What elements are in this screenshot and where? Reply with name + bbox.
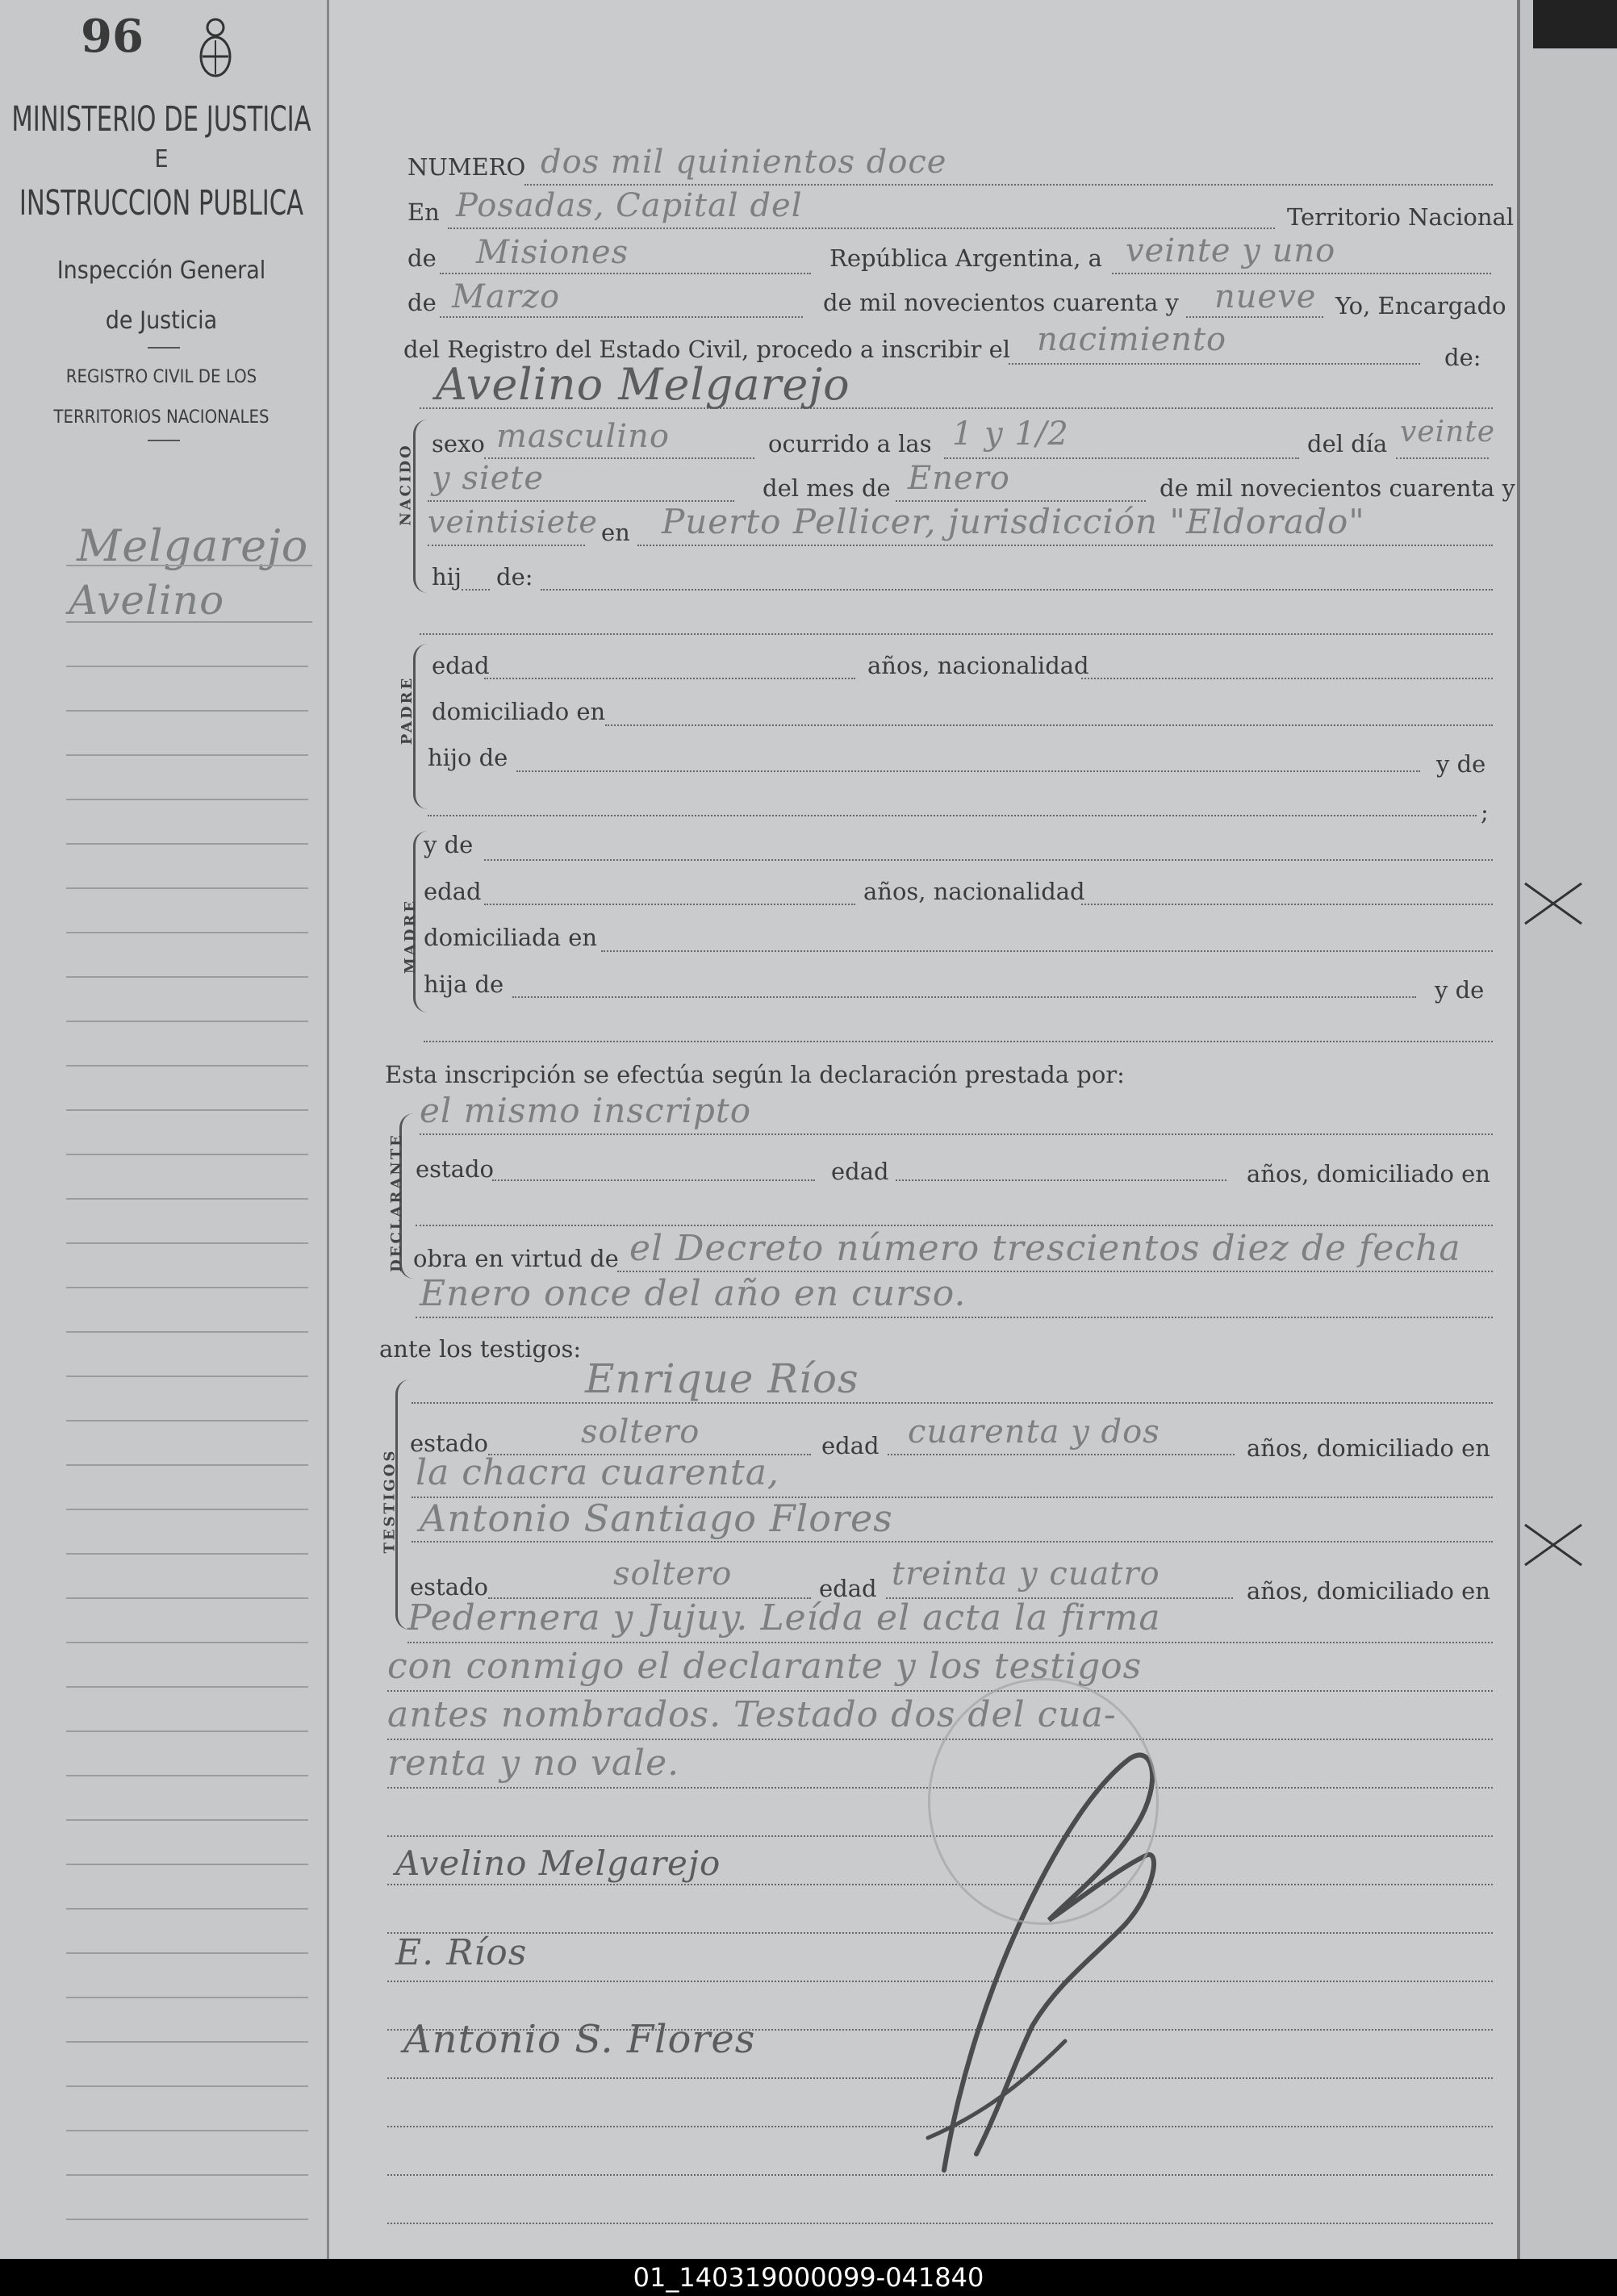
closing-line-1: Pedernera y Jujuy. Leída el acta la firma [407,1597,1161,1639]
testigos-label: ante los testigos: [379,1335,582,1363]
folio-number: 96 [81,10,144,63]
testigo1-edad: cuarenta y dos [908,1413,1160,1451]
year2-value: veintisiete [428,504,598,540]
closing-line-4: renta y no vale. [387,1743,680,1784]
hora-value: 1 y 1/2 [952,415,1069,453]
official-stamp [928,1678,1159,1925]
del-mes-label: del mes de [763,474,891,502]
numero-label: NUMERO [407,153,526,181]
hija-de-label: hija de [424,971,504,998]
registro-value: nacimiento [1037,321,1227,358]
binding-stitch-icon [1521,1521,1586,1569]
en-label: En [407,198,440,226]
signature-declarante: Avelino Melgarejo [395,1843,721,1883]
registry-line-1: REGISTRO CIVIL DE LOS [65,367,257,387]
ocurrido-label: ocurrido a las [768,430,932,457]
year-label: de mil novecientos cuarenta y [823,289,1179,316]
en-value: Posadas, Capital del [456,187,803,224]
territorio-label: Territorio Nacional [1287,203,1515,231]
margin-rule [66,621,312,623]
inscripcion-label: Esta inscripción se efectúa según la declaración prestada por: [385,1061,1125,1088]
edad5-label: edad [819,1575,877,1602]
dia-value-2: veinte [1400,415,1496,449]
republica-label: República Argentina, a [829,244,1102,272]
divider [148,440,180,441]
testigos-tag: TESTIGOS [381,1448,399,1554]
edad3-label: edad [831,1158,889,1185]
domiciliado-label: domiciliado en [432,698,606,725]
ministry-line-3: INSTRUCCION PUBLICA [19,183,304,223]
anos-dom2-label: años, domiciliado en [1247,1434,1490,1462]
de-colon-label: de: [1444,344,1481,371]
year2-label: de mil novecientos cuarenta y [1159,474,1515,502]
anos-dom3-label: años, domiciliado en [1247,1577,1490,1605]
anos-dom-label: años, domiciliado en [1247,1160,1490,1188]
padre-tag: PADRE [399,675,416,745]
anos-nac2-label: años, nacionalidad [863,878,1085,905]
margin-rule [66,565,312,566]
de2-label: de [407,289,437,316]
registro-label: del Registro del Estado Civil, procedo a inscribir el [403,336,1011,363]
estado2-label: estado [410,1430,489,1457]
anos-nac-label: años, nacionalidad [867,652,1089,679]
testigo1-estado: soltero [581,1413,700,1451]
margin-surname: Melgarejo [77,520,309,571]
scan-corner [1533,0,1617,48]
mes-value-2: Enero [908,460,1010,497]
de-value: Misiones [476,234,629,271]
y-de2-label: y de [424,831,474,858]
yo-label: Yo, Encargado [1335,292,1506,319]
left-margin-column [0,0,329,2259]
ministry-line-2: E [154,145,169,173]
edad2-label: edad [424,878,482,905]
del-dia-label: del día [1307,430,1388,457]
obra-value-1: el Decreto número trescientos diez de fecha [629,1228,1461,1269]
sexo-value: masculino [496,418,670,455]
sexo-label: sexo [432,430,485,457]
edad4-label: edad [821,1432,880,1459]
lugar-value: Puerto Pellicer, jurisdicción "Eldorado" [662,502,1365,541]
domiciliada-label: domiciliada en [424,924,598,951]
testigo2-name: Antonio Santiago Flores [420,1497,893,1540]
testigo2-estado: soltero [613,1555,733,1593]
y-de-label: y de [1436,750,1486,778]
estado-label: estado [416,1155,495,1183]
year-value: nueve [1214,278,1317,315]
margin-given-name: Avelino [69,577,225,624]
testigo2-edad: treinta y cuatro [892,1555,1160,1593]
closing-line-3: antes nombrados. Testado dos del cua- [387,1694,1117,1735]
hij-label: hij [432,563,462,591]
mes-value: Marzo [452,278,561,315]
dia-value: veinte y uno [1126,232,1336,269]
hijo-de-label: hijo de [428,744,508,771]
numero-value: dos mil quinientos doce [541,144,947,181]
edad-label: edad [432,652,490,679]
de-label: de [407,244,437,272]
national-seal-icon [198,16,233,81]
signature-testigo-1: E. Ríos [395,1932,528,1973]
divider [148,347,180,349]
y-de3-label: y de [1435,976,1485,1004]
en2-label: en [601,519,630,546]
declarante-value: el mismo inscripto [420,1091,752,1130]
inspection-line-1: Inspección General [56,257,266,285]
registrant-name: Avelino Melgarejo [436,359,850,410]
registry-line-2: TERRITORIOS NACIONALES [53,407,270,428]
closing-line-2: con conmigo el declarante y los testigos [387,1646,1143,1687]
estado3-label: estado [410,1573,489,1601]
nacido-tag: NACIDO [397,443,415,526]
inspection-line-2: de Justicia [105,307,218,335]
obra-value-2: Enero once del año en curso. [420,1273,967,1314]
semicolon: ; [1481,799,1489,826]
ministry-line-1: MINISTERIO DE JUSTICIA [11,99,311,140]
binding-stitch-icon [1521,879,1586,928]
declarante-tag: DECLARANTE [387,1133,405,1272]
madre-tag: MADRE [402,898,420,975]
right-page-edge [1517,0,1617,2259]
obra-label: obra en virtud de [413,1245,619,1272]
de3-label: de: [496,563,533,591]
signature-testigo-2: Antonio S. Flores [403,2017,756,2062]
testigo1-domicilio: la chacra cuarenta, [416,1452,779,1493]
scan-id-footer: 01_140319000099-041840 [0,2259,1617,2296]
dia-value-3: y siete [432,460,545,497]
testigo1-name: Enrique Ríos [585,1355,859,1402]
